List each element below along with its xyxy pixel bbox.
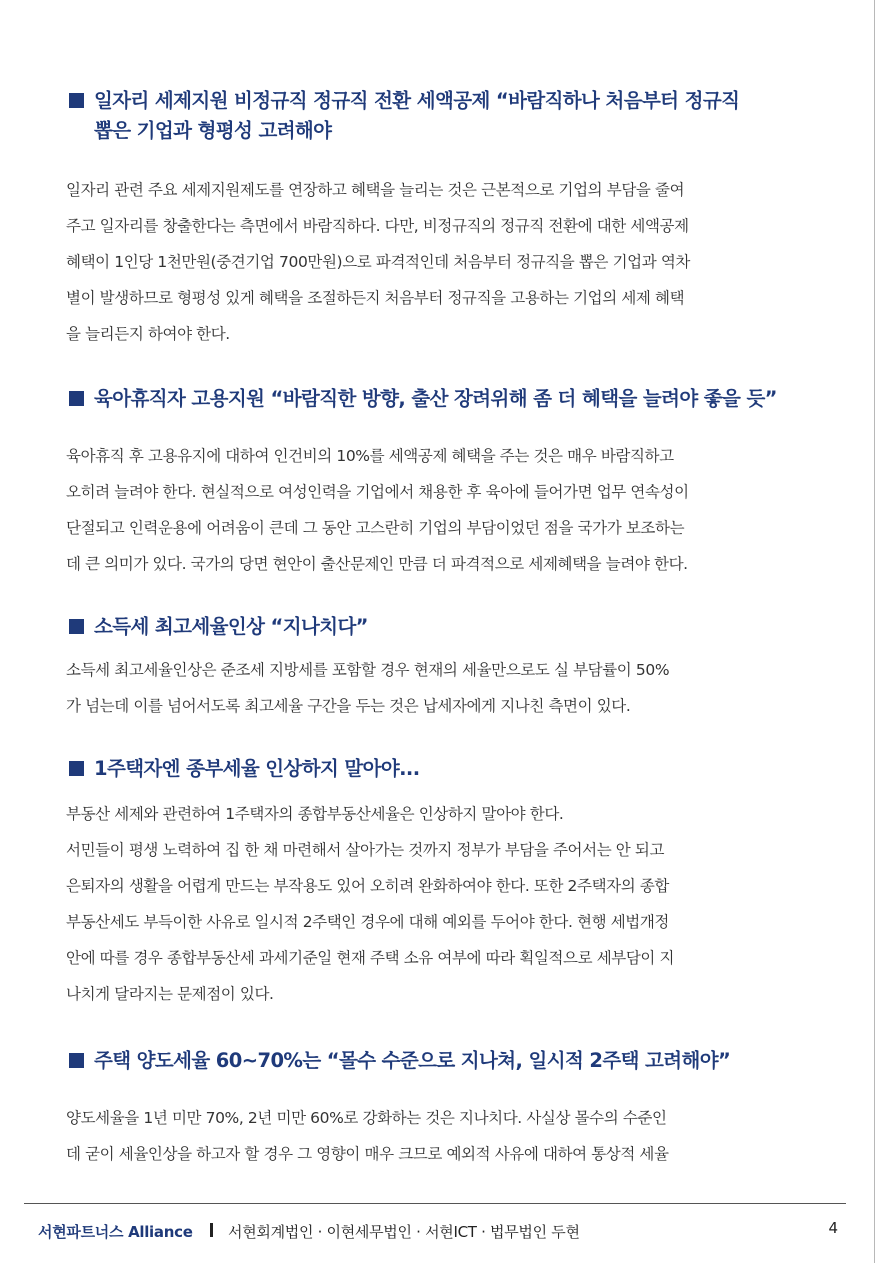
section-heading-text: 일자리 세제지원 비정규직 정규직 전환 세액공제 “바람직하나 처음부터 정규직 뽑은 기업과 형평성 고려해야	[94, 89, 740, 142]
square-bullet-icon	[69, 761, 84, 776]
section-paragraph: 일자리 관련 주요 세제지원제도를 연장하고 혜택을 늘리는 것은 근본적으로 기업의 부담을 줄여 주고 일자리를 창출한다는 측면에서 바람직하다. 다만, 비정규직의 정규직 전환에 대한 세액공제 혜택이 1인당 1천만원(중견기업 700만원)으로 파격적인데 처음부터 정규직을 뽑은 기업과 역차 별이 발생하므로 형평성 있게 혜택을 조절하든지 처음부터 정규직을 고용하는 기업의 세제 혜택 을 늘리든지 하여야 한다.	[66, 181, 690, 343]
section-heading	[66, 1046, 806, 1076]
footer-brand: 서현파트너스 Alliance	[38, 1223, 193, 1241]
square-bullet-icon	[69, 619, 84, 634]
square-bullet-icon	[69, 391, 84, 406]
section-heading	[66, 384, 806, 414]
square-bullet-icon	[69, 93, 84, 108]
footer-member-firms: 서현회계법인 · 이현세무법인 · 서현ICT · 법무법인 두현	[228, 1223, 580, 1241]
square-bullet-icon	[69, 1053, 84, 1068]
section-heading-text: 소득세 최고세율인상 “지나치다”	[94, 615, 368, 638]
section-paragraph: 부동산 세제와 관련하여 1주택자의 종합부동산세율은 인상하지 말아야 한다. 서민들이 평생 노력하여 집 한 채 마련해서 살아가는 것까지 정부가 부담을 주어서는 안 되고 은퇴자의 생활을 어렵게 만드는 부작용도 있어 오히려 완화하여야 한다. 또한 2주택자의 종합 부동산세도 부득이한 사유로 일시적 2주택인 경우에 대해 예외를 두어야 한다. 현행 세법개정 안에 따를 경우 종합부동산세 과세기준일 현재 주택 소유 여부에 따라 획일적으로 세부담이 지 나치게 달라지는 문제점이 있다.	[66, 805, 675, 1003]
footer-divider	[210, 1223, 213, 1237]
section-jobs-tax-support	[66, 86, 806, 352]
section-paragraph: 소득세 최고세율인상은 준조세 지방세를 포함할 경우 현재의 세율만으로도 실 부담률이 50% 가 넘는데 이를 넘어서도록 최고세율 구간을 두는 것은 납세자에게 지나친 측면이 있다.	[66, 661, 670, 715]
section-heading	[66, 754, 806, 784]
page-footer	[24, 1203, 846, 1241]
section-heading-text: 육아휴직자 고용지원 “바람직한 방향, 출산 장려위해 좀 더 혜택을 늘려야 좋을 듯”	[94, 387, 777, 410]
section-capital-gains-tax	[66, 1046, 806, 1172]
page-edge	[874, 0, 875, 1263]
section-paragraph: 육아휴직 후 고용유지에 대하여 인건비의 10%를 세액공제 혜택을 주는 것은 매우 바람직하고 오히려 늘려야 한다. 현실적으로 여성인력을 기업에서 채용한 후 육아에 들어가면 업무 연속성이 단절되고 인력운용에 어려움이 큰데 그 동안 고스란히 기업의 부담이었던 점을 국가가 보조하는 데 큰 의미가 있다. 국가의 당면 현안이 출산문제인 만큼 더 파격적으로 세제혜택을 늘려야 한다.	[66, 447, 689, 573]
section-income-tax	[66, 612, 806, 724]
section-comprehensive-property-tax	[66, 754, 806, 1012]
section-heading	[66, 86, 806, 146]
section-heading-text: 주택 양도세율 60~70%는 “몰수 수준으로 지나쳐, 일시적 2주택 고려해야”	[94, 1049, 731, 1072]
section-heading-text: 1주택자엔 종부세율 인상하지 말아야...	[94, 757, 420, 780]
section-heading	[66, 612, 806, 642]
section-paragraph: 양도세율을 1년 미만 70%, 2년 미만 60%로 강화하는 것은 지나치다. 사실상 몰수의 수준인 데 굳이 세율인상을 하고자 할 경우 그 영향이 매우 크므로 예외적 사유에 대하여 통상적 세율	[66, 1109, 669, 1163]
document-body	[66, 86, 806, 1172]
page-number: 4	[828, 1219, 838, 1237]
section-parental-leave	[66, 384, 806, 582]
